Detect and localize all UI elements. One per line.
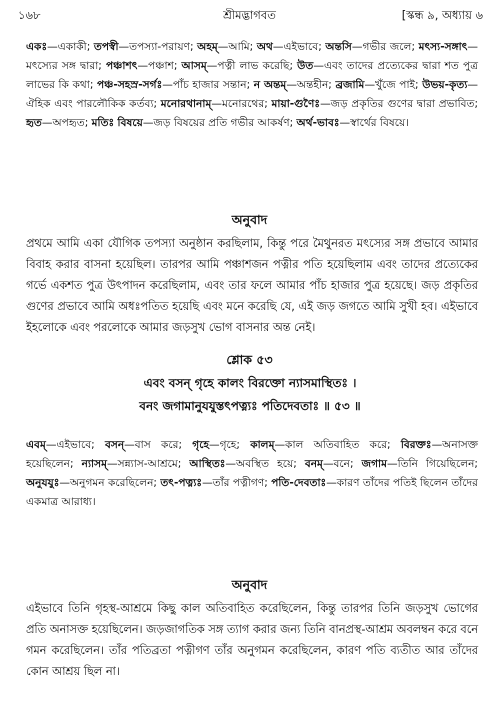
synonym-term: বিষয়ে bbox=[117, 117, 143, 129]
synonym-term: পতি-দেবতাঃ bbox=[271, 477, 327, 489]
synonym-term: মায়া-গুণৈঃ bbox=[271, 98, 321, 110]
translation-1 bbox=[26, 233, 478, 338]
synonym-term: তৎ-পত্ন্যঃ bbox=[160, 477, 203, 489]
synonym-term: ব্রজামি bbox=[335, 79, 365, 91]
verse-text bbox=[30, 372, 470, 418]
synonym-meaning: —অপহৃত; bbox=[41, 117, 92, 129]
synonym-term: একঃ bbox=[26, 41, 48, 53]
synonym-meaning: —গৃহে; bbox=[209, 439, 251, 451]
synonym-meaning: —পত্নী লাভ করেছি; bbox=[206, 60, 298, 72]
synonym-meaning: —মনোরথের; bbox=[211, 98, 272, 110]
synonym-term: উভয়-কৃত্য bbox=[422, 79, 468, 91]
synonym-term: মৎস্য-সঙ্গাৎ bbox=[418, 41, 468, 53]
synonym-meaning: —কাল অতিবাহিত করে; bbox=[274, 439, 401, 451]
synonym-meaning: —অনুগমন করেছিলেন; bbox=[59, 477, 161, 489]
synonym-meaning: —এইভাবে; bbox=[272, 41, 326, 53]
synonym-meaning: —পঞ্চাশ; bbox=[137, 60, 182, 72]
translation-1-text: প্রথমে আমি একা যৌগিক তপস্যা অনুষ্ঠান করছিলাম, কিন্তু পরে মৈথুনরত মৎস্যের সঙ্গ প্রভাবে আমার বিবাহ করার বাসনা হয়েছিল। তারপর আমি পঞ্চাশজন পত্নীর পতি হয়েছিলাম এবং তাদের প্রত্যেকের গর্ভে একশত পুত্র উৎপাদন করেছিলাম, এবং তার ফলে আমার পাঁচ হাজার পুত্র হয়েছে। জড় প্রকৃতির গুণের প্রভাবে আমি অধঃপতিত হয়েছি এবং মনে করেছি যে, এই জড় জগতে আমি সুখী হব। এইভাবে ইহলোকে এবং পরলোকে আমার জড়সুখ ভোগ বাসনার অন্ত নেই। bbox=[26, 237, 478, 334]
synonym-meaning: —মৎস্যের সঙ্গ দ্বারা; bbox=[26, 41, 479, 72]
synonym-meaning: —তিনি গিয়েছিলেন; bbox=[387, 458, 478, 470]
synonym-meaning: —বাস করে; bbox=[124, 439, 193, 451]
synonyms-verse bbox=[26, 436, 478, 512]
synonym-term: পঞ্চাশৎ bbox=[105, 60, 138, 72]
synonym-meaning: —তাঁর পত্নীগণ; bbox=[202, 477, 272, 489]
synonym-term: মনোরথানাম্ bbox=[160, 98, 212, 110]
synonym-meaning: —তপস্যা-পরায়ণ; bbox=[118, 41, 198, 53]
synonym-meaning: —অন্তহীন; bbox=[286, 79, 336, 91]
synonym-meaning: —সন্ন্যাস-আশ্রমে; bbox=[106, 458, 190, 470]
verse-heading: শ্লোক ৫৩ bbox=[226, 352, 273, 367]
synonym-meaning: —গভীর জলে; bbox=[351, 41, 419, 53]
page-number: ১৬৮ bbox=[18, 8, 41, 22]
synonym-meaning: —জড় প্রকৃতির গুণের দ্বারা প্রভাবিত; bbox=[320, 98, 479, 110]
synonym-meaning: —স্বার্থের বিষয়ে। bbox=[339, 117, 409, 129]
synonym-meaning: —বনে; bbox=[322, 458, 362, 470]
synonym-term: বনম্ bbox=[304, 458, 323, 470]
synonym-term: জগাম bbox=[361, 458, 388, 470]
synonym-meaning: —আমি; bbox=[217, 41, 257, 53]
chapter-location: [স্কন্ধ ৯, অধ্যায় ৬ bbox=[401, 8, 483, 22]
synonym-meaning: —কারণ তাঁদের পতিই ছিলেন তাঁদের একমাত্র আরাধ্য। bbox=[26, 477, 478, 508]
synonyms-paragraph bbox=[26, 436, 478, 512]
synonym-meaning: —অনাসক্ত হয়েছিলেন; bbox=[26, 439, 479, 470]
book-title: শ্রীমদ্ভাগবত bbox=[223, 8, 276, 22]
page-header bbox=[14, 6, 485, 24]
verse-line-1: এবং বসন্ গৃহে কালং বিরক্তো ন্যাসমাস্থিতঃ । bbox=[143, 376, 357, 390]
synonym-term: আস্থিতঃ bbox=[189, 458, 226, 470]
synonym-term: অর্থ-ভাবঃ bbox=[296, 117, 340, 129]
translation-heading-1: অনুবাদ bbox=[231, 212, 268, 227]
verse-line-2: বনং জগামানুযযুস্তৎপত্ন্যঃ পতিদেবতাঃ ॥ ৫৩ ॥ bbox=[139, 399, 361, 413]
translation-2 bbox=[26, 598, 478, 682]
synonym-term: হৃত bbox=[26, 117, 42, 129]
synonym-term: উত bbox=[297, 60, 314, 72]
synonym-meaning: —এইভাবে; bbox=[45, 439, 105, 451]
synonym-term: বিরক্তঃ bbox=[400, 439, 432, 451]
synonym-term: অহম্ bbox=[197, 41, 218, 53]
synonym-meaning: —একাকী; bbox=[47, 41, 94, 53]
synonym-term: তপস্বী bbox=[93, 41, 119, 53]
synonym-term: অনুযযুঃ bbox=[26, 477, 60, 489]
synonym-term: এবম্ bbox=[26, 439, 46, 451]
synonym-term: অথ bbox=[256, 41, 273, 53]
synonym-term: ন্যাসম্ bbox=[81, 458, 107, 470]
synonym-meaning: —অবস্থিত হয়ে; bbox=[225, 458, 305, 470]
synonyms-paragraph bbox=[26, 38, 478, 133]
synonym-term: গৃহে bbox=[192, 439, 210, 451]
synonym-term: আসম্ bbox=[181, 60, 207, 72]
synonym-meaning: —পাঁচ হাজার সন্তান; bbox=[162, 79, 254, 91]
translation-heading-2: অনুবাদ bbox=[231, 577, 268, 592]
synonym-meaning: —জড় বিষয়ের প্রতি গভীর আকর্ষণ; bbox=[142, 117, 297, 129]
synonym-meaning: —খুঁজে পাই; bbox=[364, 79, 423, 91]
synonym-term: পঞ্চ-সহস্র-সর্গঃ bbox=[96, 79, 163, 91]
synonym-meaning: —ঐহিক এবং পারলৌকিক কর্তব্য; bbox=[26, 79, 478, 110]
translation-2-text: এইভাবে তিনি গৃহস্থ-আশ্রমে কিছু কাল অতিবাহিত করেছিলেন, কিন্তু তারপর তিনি জড়সুখ ভোগের প্রতি অনাসক্ত হয়েছিলেন। জড়জাগতিক সঙ্গ ত্যাগ করার জন্য তিনি বানপ্রস্থ-আশ্রম অবলম্বন করে বনে গমন করেছিলেন। তাঁর পতিব্রতা পত্নীগণ তাঁর অনুগমন করেছিলেন, কারণ পতি ব্যতীত আর তাঁদের কোন আশ্রয় ছিল না। bbox=[26, 602, 478, 678]
synonym-term: ন অন্তম্ bbox=[253, 79, 287, 91]
synonym-term: অন্তসি bbox=[325, 41, 352, 53]
synonym-meaning: —এবং তাদের প্রত্যেকের দ্বারা শত পুত্র লাভের কি কথা; bbox=[26, 60, 478, 91]
synonym-term: কালম্ bbox=[250, 439, 275, 451]
synonyms-top bbox=[26, 38, 478, 133]
synonym-term: মতিঃ bbox=[91, 117, 115, 129]
synonym-term: বসন্ bbox=[104, 439, 125, 451]
